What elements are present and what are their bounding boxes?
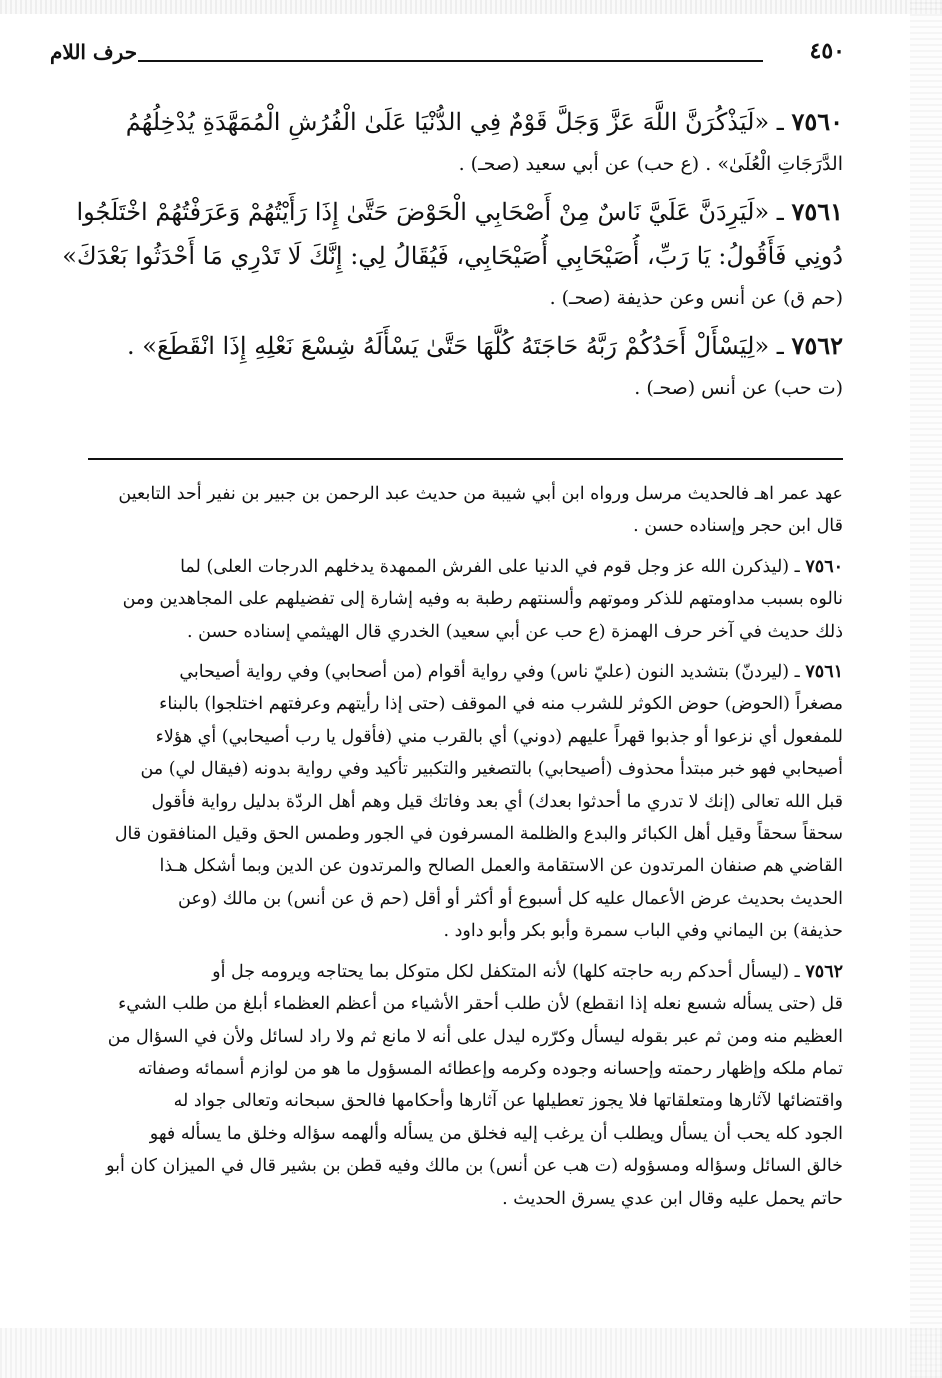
- note-line: ٧٥٦٢ ـ (ليسأل أحدكم ربه حاجته كلها) لأنه المتكفل لكل متوكل بما يحتاجه ويرومه جل أو: [212, 961, 843, 982]
- note-line: ذلك حديث في آخر حرف الهمزة (ع حب عن أبي سعيد) الخدري قال الهيثمي إسناده حسن .: [187, 621, 843, 642]
- hadith-line: ٧٥٦٠ ـ «لَيَذْكُرَنَّ اللَّهَ عَزَّ وَجَلَّ قَوْمٌ فِي الدُّنْيَا عَلَىٰ الْفُرُشِ الْمُمَهَّدَةِ يُدْخِلُهُمُ: [125, 107, 843, 136]
- note-line: للمفعول أي نزعوا أو جذبوا قهراً عليهم (دوني) أي بالقرب مني (فأقول يا رب أصيحابي) أي هؤلاء: [155, 726, 843, 747]
- chapter-title: حرف اللام: [50, 40, 138, 64]
- header-rule: [138, 60, 763, 62]
- note-number: ٧٥٦٠: [805, 556, 843, 577]
- note-line: حذيفة) بن اليماني وفي الباب سمرة وأبو بكر وأبو داود .: [443, 921, 843, 942]
- hadith-line: (ت حب) عن أنس (صحـ) .: [634, 377, 843, 399]
- note-line: ٧٥٦٠ ـ (ليذكرن الله عز وجل قوم في الدنيا على الفرش الممهدة يدخلهم الدرجات العلى) لما: [180, 556, 843, 577]
- note-line: تمام ملكه وإظهار رحمته وإحسانه وجوده وكرمه وإعطائه المسؤول ما هو من لوازم أسمائه وصفاته: [137, 1058, 843, 1079]
- note-7562: [86, 956, 843, 1215]
- note-line: عهد عمر اهـ فالحديث مرسل ورواه ابن أبي شيبة من حديث عبد الرحمن بن جبير بن نفير أحد التابعين: [118, 484, 843, 504]
- note-7561: [86, 656, 843, 948]
- note-number: ٧٥٦١: [805, 662, 843, 683]
- hadith-number: ٧٥٦١: [791, 197, 843, 226]
- hadith-line: ٧٥٦١ ـ «لَيَرِدَنَّ عَلَيَّ نَاسٌ مِنْ أَصْحَابِي الْحَوْضَ حَتَّىٰ إِذَا رَأَيْتُهُمْ وَعَرَفْتُهُمْ اخْتَلَجُوا: [76, 197, 843, 226]
- hadith-7561: [60, 190, 843, 318]
- note-line: قبل الله تعالى (إنك لا تدري ما أحدثوا بعدك) أي بعد وفاتك قيل وهم أهل الردّة بدليل رواية فأقول: [151, 791, 843, 812]
- note-line: قل (حتى يسأله شسع نعله إذا انقطع) لأن طلب أحقر الأشياء من أعظم العظماء أبلغ من طلب الشيء: [118, 994, 843, 1015]
- hadith-line: الدَّرَجَاتِ الْعُلَىٰ» . (ع حب) عن أبي سعيد (صحـ) .: [458, 153, 843, 175]
- scan-noise-bottom: [0, 1328, 942, 1378]
- note-line: خالق السائل وسؤاله ومسؤوله (ت هب عن أنس) بن مالك وفيه قطن بن بشير قال في الميزان كان أبو: [106, 1156, 843, 1177]
- note-continuation: [86, 478, 843, 543]
- scan-noise-right: [910, 0, 942, 1378]
- note-line: الجود كله يحب أن يسأل ويطلب أن يرغب إليه فخلق من يسأله وألهمه سؤاله وخلق ما يسأله فهو: [149, 1123, 843, 1144]
- hadith-line: (حم ق) عن أنس وعن حذيفة (صحـ) .: [549, 287, 843, 309]
- scan-noise-top: [0, 0, 942, 14]
- note-line: قال ابن حجر وإسناده حسن .: [633, 516, 843, 537]
- note-line: القاضي هم صنفان المرتدون عن الاستقامة والعمل الصالح والمرتدون عن الدين وبما أشكل هـذا: [159, 856, 843, 877]
- note-line: نالوه بسبب مداومتهم للذكر وموتهم وألسنتهم رطبة به وفيه إشارة إلى تفضيلهم على المجاهدين ومن: [122, 589, 843, 610]
- page-number: ٤٥٠: [809, 38, 845, 64]
- note-line: ٧٥٦١ ـ (ليردنّ) بتشديد النون (عليّ ناس) وفي رواية أقوام (من أصحابي) وفي رواية أصيحابي: [179, 662, 843, 683]
- note-line: أصيحابي فهو خبر مبتدأ محذوف (أصيحابي) بالتصغير والتكبير تأكيد وفي رواية بدونه (فيقال لي) من: [140, 759, 843, 780]
- hadith-line: ٧٥٦٢ ـ «لِيَسْأَلْ أَحَدُكُمْ رَبَّهُ حَاجَتَهُ كُلَّهَا حَتَّىٰ يَسْأَلَهُ شِسْعَ نَعْلِهِ إِذَا انْقَطَعَ» .: [127, 331, 843, 360]
- commentary: [86, 478, 843, 1223]
- note-line: الحديث بحديث عرض الأعمال عليه كل أسبوع أو أكثر أو أقل (حم ق عن أنس) بن مالك (وعن: [178, 888, 843, 909]
- note-line: سحقاً سحقاً وقيل أهل الكبائر والبدع والظلمة المسرفون في الجور وطمس الحق وقيل المنافقون قال: [114, 824, 843, 845]
- hadith-7560: [60, 100, 843, 184]
- note-line: حاتم يحمل عليه وقال ابن عدي يسرق الحديث .: [502, 1188, 843, 1209]
- hadith-line: دُونِي فَأَقُولُ: يَا رَبِّ، أُصَيْحَابِي أُصَيْحَابِي، فَيُقَالُ لِي: إِنَّكَ لَا تَدْرِي مَا أَحْدَثُوا بَعْدَكَ»: [62, 242, 843, 270]
- note-line: العظيم منه ومن ثم عبر بقوله ليسأل وكرّره ليدل على أنه لا مانع ثم ولا راد لسائل ولأن في السؤال من: [107, 1026, 843, 1047]
- note-line: مصغراً (الحوض) حوض الكوثر للشرب منه في الموقف (حتى إذا رأيتهم وعرفتهم اختلجوا) بالبناء: [159, 694, 843, 715]
- note-number: ٧٥٦٢: [805, 961, 843, 982]
- hadith-number: ٧٥٦٠: [791, 107, 843, 136]
- hadith-7562: [60, 324, 843, 408]
- note-7560: [86, 551, 843, 648]
- note-line: واقتضائها لآثارها ومتعلقاتها فلا يجوز تعطيلها عن آثارها وأحكامها فالحق سبحانه وتعالى جواد له: [173, 1091, 843, 1112]
- hadith-text: [60, 100, 843, 414]
- hadith-number: ٧٥٦٢: [791, 331, 843, 360]
- running-header: [50, 36, 845, 76]
- footnote-divider: [88, 458, 843, 460]
